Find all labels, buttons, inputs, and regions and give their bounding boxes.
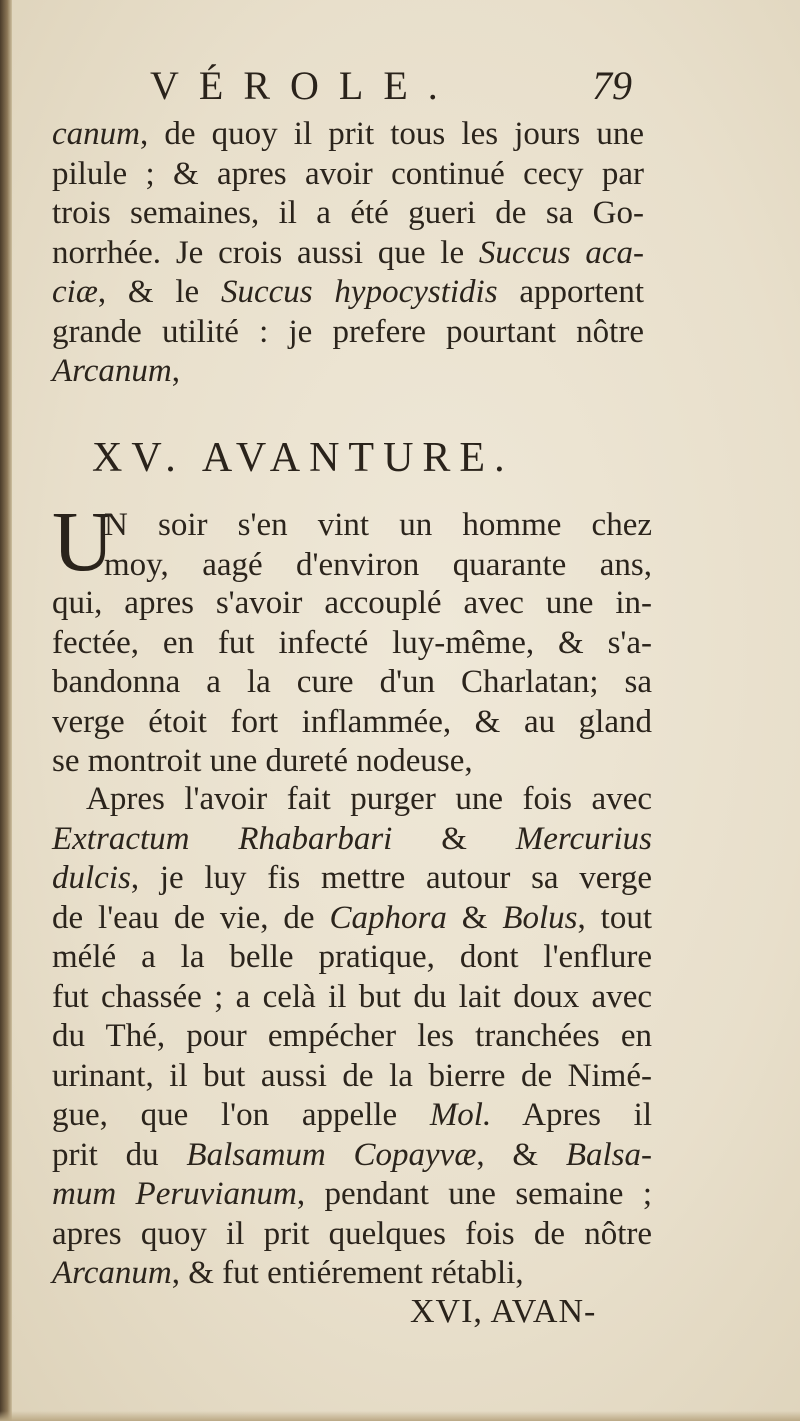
italic-term: Succus aca- [478,234,644,271]
text-line [52,1017,652,1057]
paragraph-case-description [52,584,652,782]
text-line [52,1175,652,1215]
italic-term: mum Peruvianum [52,1176,297,1212]
text-line [52,859,652,899]
text-run: & [446,899,503,936]
text-run: de l'eau de vie, de [52,899,330,936]
text-run: apportent [497,274,644,310]
italic-term: Extractum Rhabarbari [52,820,393,857]
text-run: verge étoit fort inflammée, & au gland [52,703,652,740]
text-run: , de quoy il prit tous les jours une [139,116,644,152]
page-bottom-edge [0,1411,800,1421]
paragraph-treatment [52,780,652,1294]
text-run: mélé a la belle pratique, dont l'enflure [52,939,652,975]
italic-term: Bolus [502,899,578,936]
running-head: VÉROLE. [150,63,458,108]
text-run: bandonna a la cure d'un Charlatan; sa [52,664,652,700]
text-line [104,506,652,546]
italic-term: dulcis [52,860,131,896]
text-run: pilule ; & apres avoir continué cecy par [52,155,644,192]
text-line [52,899,652,939]
text-line [52,1254,652,1294]
text-run: prit du [52,1136,187,1173]
text-line [52,155,644,195]
paragraph-continuation [52,115,644,392]
italic-term: Succus hypocystidis [220,274,498,310]
text-run: du Thé, pour empécher les tranchées en [52,1018,652,1054]
text-line [52,313,644,353]
italic-term: Arcanum [52,353,172,389]
text-run: trois semaines, il a été gueri de sa Go- [52,195,644,231]
text-run: grande utilité : je prefere pourtant nôtre [52,313,644,350]
text-line [52,742,652,782]
italic-term: ciæ [52,274,98,310]
text-line [52,273,644,313]
text-run: urinant, il but aussi de la bierre de Nimé- [52,1057,652,1094]
section-title: XV. AVANTURE. [92,435,514,481]
page-binding-shadow [0,0,12,1421]
text-run: apres quoy il prit quelques fois de nôtre [52,1215,652,1252]
text-line [52,234,644,274]
text-run: fut chassée ; a celà il but du lait doux avec [52,978,652,1015]
italic-term: Arcanum [52,1255,172,1291]
text-line [52,1136,652,1176]
drop-cap: U [52,493,115,589]
text-run: N soir s'en vint un homme chez [104,507,652,543]
text-line [52,115,644,155]
text-run: moy, aagé d'environ quarante ans, [104,546,652,583]
text-line [52,703,652,743]
text-line [52,584,652,624]
text-line [52,1215,652,1255]
italic-term: Caphora [329,899,447,936]
text-line [52,663,652,703]
text-run: , & le [97,274,221,310]
text-run: norrhée. Je crois aussi que le [52,234,479,271]
italic-term: Balsa- [565,1136,653,1173]
italic-term: canum [52,116,140,152]
text-run: se montroit une dureté nodeuse, [52,743,473,779]
text-run: , & [476,1136,566,1173]
text-line [52,1057,652,1097]
text-run: , & fut entiérement rétabli, [171,1255,524,1291]
italic-term: Mol. [429,1097,492,1133]
text-line [52,938,652,978]
italic-term: Mercurius [515,820,652,857]
text-line [52,352,644,392]
text-run: qui, apres s'avoir accouplé avec une in- [52,585,652,621]
paragraph-opening-lines [104,506,652,585]
catchword: XVI, AVAN- [410,1293,597,1330]
page-number: 79 [592,63,632,108]
text-line [52,1096,652,1136]
text-line [52,780,652,820]
text-line [52,194,644,234]
text-run: , je luy fis mettre autour sa verge [130,860,652,896]
text-run: , pendant une semaine ; [296,1176,652,1212]
italic-term: Balsamum Copayvæ [186,1136,477,1173]
text-run: & [392,820,516,857]
text-line [104,546,652,586]
text-run: , tout [577,899,652,936]
text-run: gue, que l'on appelle [52,1097,430,1133]
text-run: fectée, en fut infecté luy-même, & s'a- [52,624,652,661]
page-header [0,62,800,112]
text-run: , [171,353,181,389]
text-line [52,820,652,860]
text-line [52,624,652,664]
text-run: Apres l'avoir fait purger une fois avec [86,781,652,817]
text-run: Apres il [491,1097,652,1133]
text-line [52,978,652,1018]
